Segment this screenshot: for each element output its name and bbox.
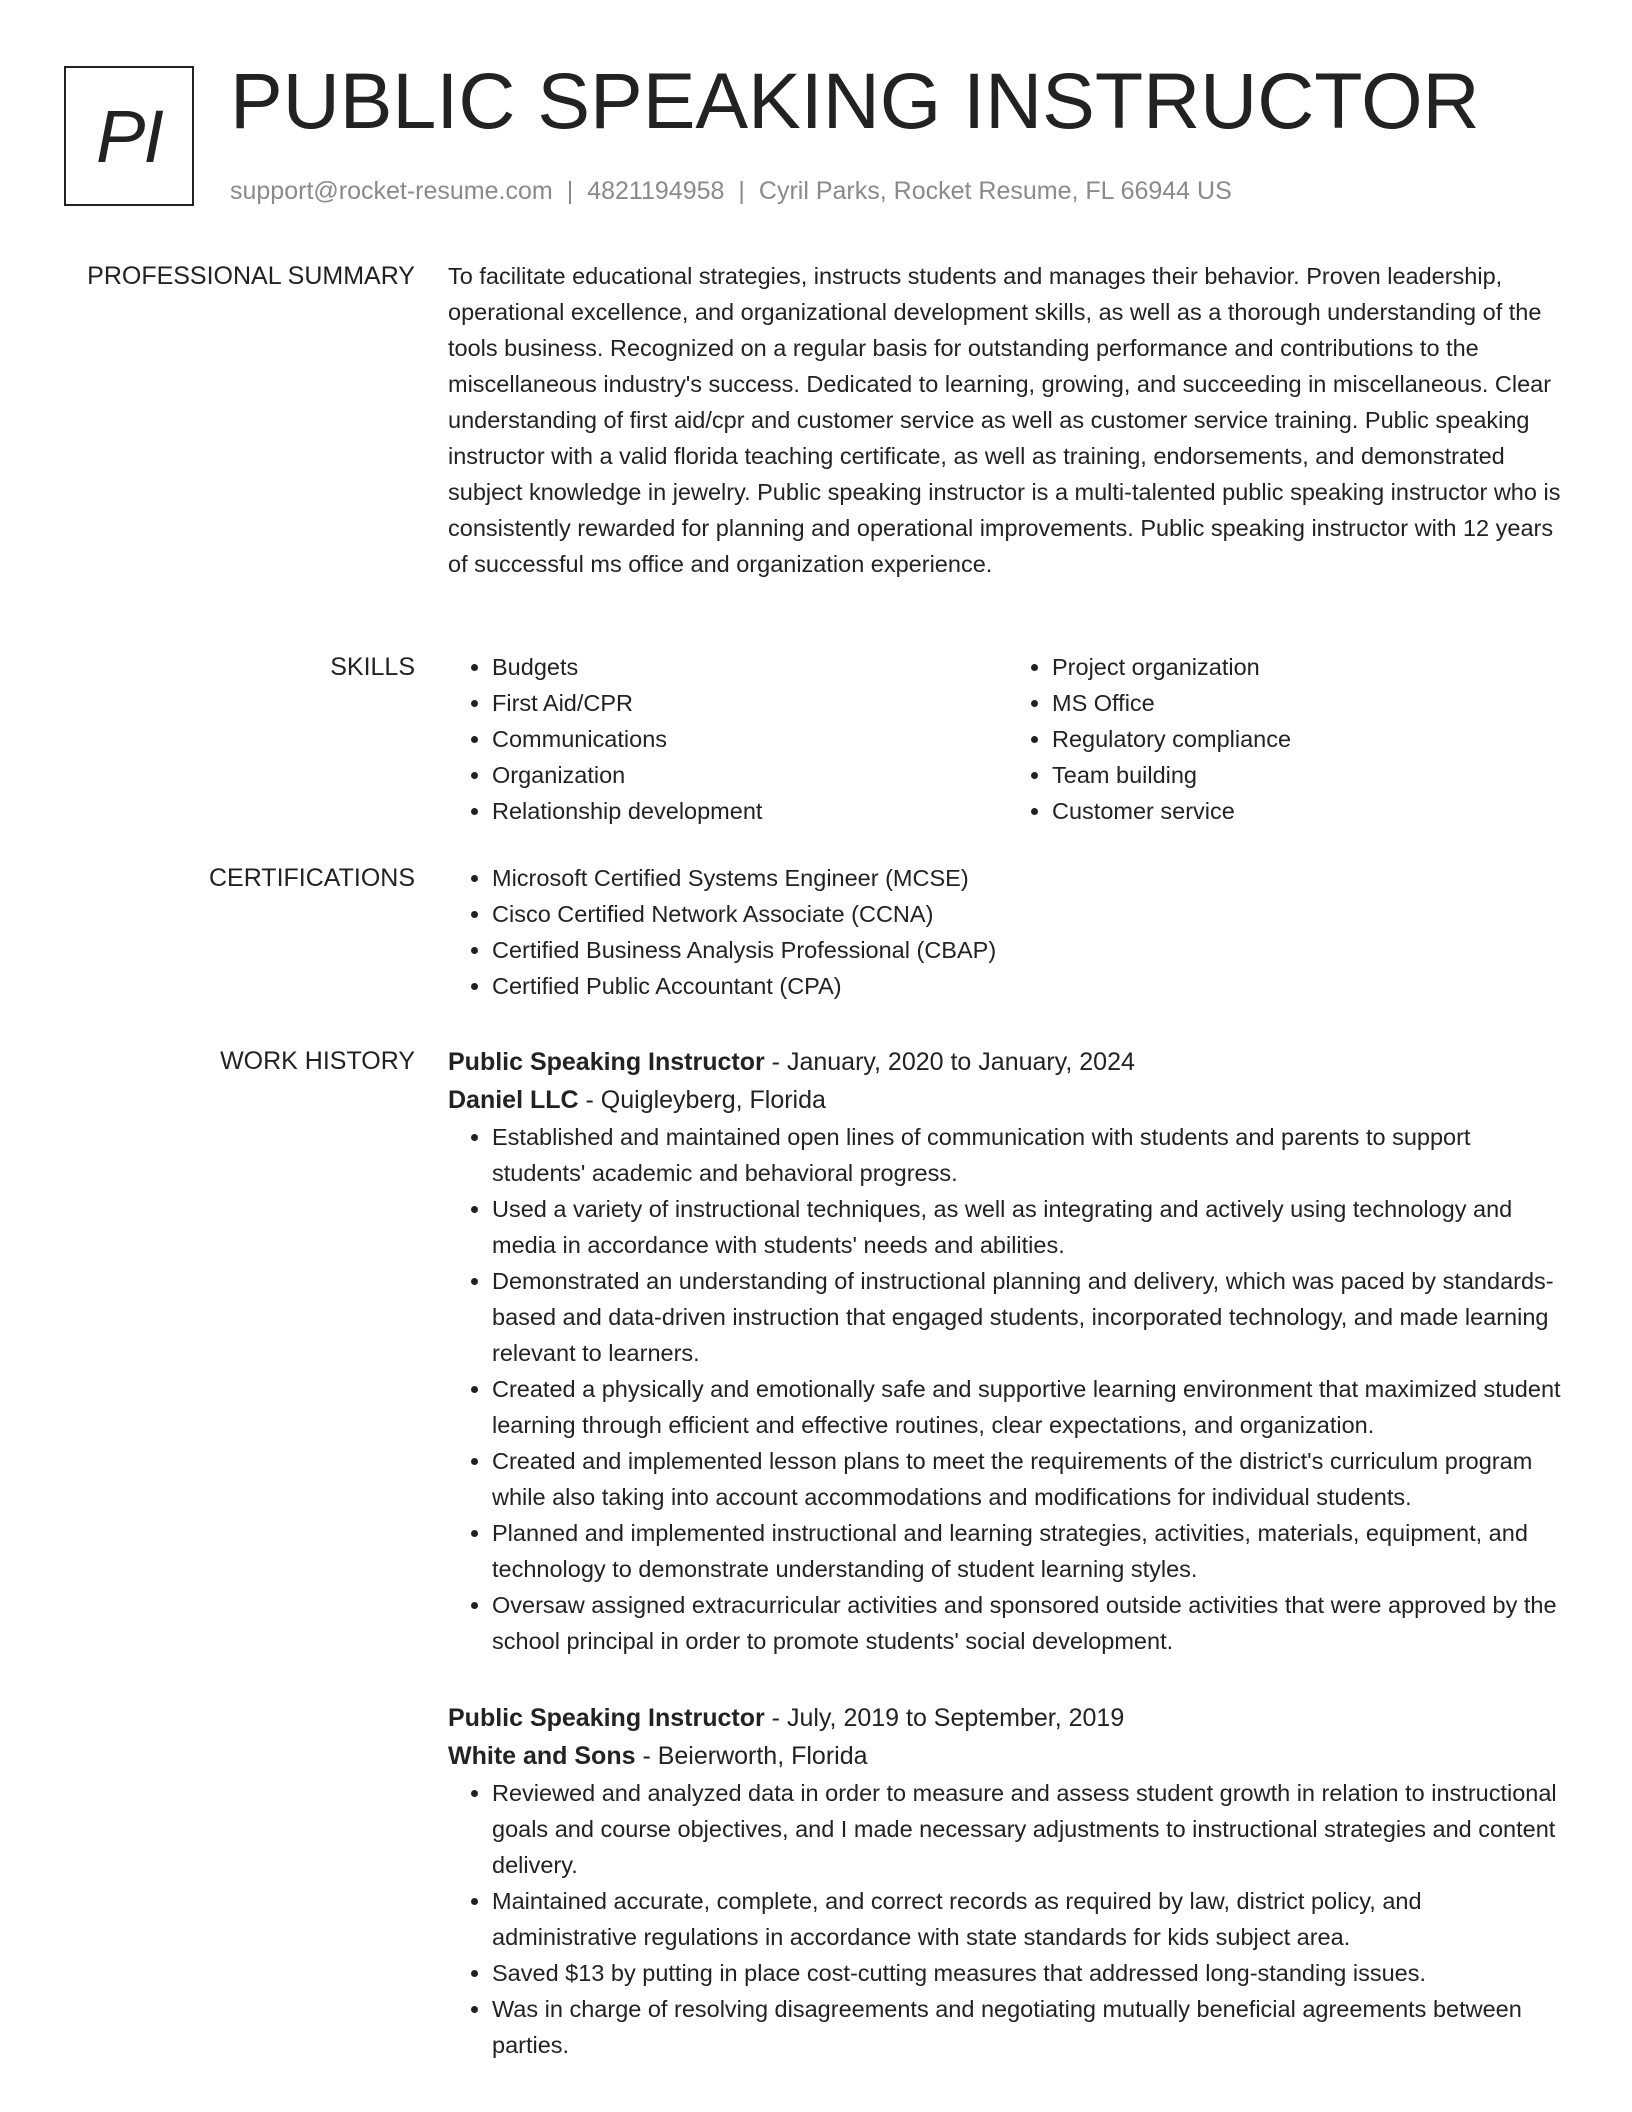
job-duty-item: • Used a variety of instructional techniques, as well as integrating and actively using technology and media in accordance with students' needs and abilities. — [492, 1191, 1568, 1263]
job-duty-item: • Saved $13 by putting in place cost-cutting measures that addressed long-standing issues. — [492, 1955, 1568, 1991]
summary-text: To facilitate educational strategies, instructs students and manages their behavior. Proven leadership, operational excellence, and organizational development skills, as well as a thorough understanding of the tools business. Recognized on a regular basis for outstanding performance and contributions to the miscellaneous industry's success. Dedicated to learning, growing, and succeeding in miscellaneous. Clear understanding of first aid/cpr and customer service as well as customer service training. Public speaking instructor with a valid florida teaching certificate, as well as training, endorsements, and demonstrated subject knowledge in jewelry. Public speaking instructor is a multi-talented public speaking instructor who is consistently rewarded for planning and operational improvements. Public speaking instructor with 12 years of successful ms office and organization experience. — [448, 263, 1561, 577]
skill-item: • MS Office — [1052, 685, 1568, 721]
job-duty-item: • Demonstrated an understanding of instructional planning and delivery, which was paced by standards-based and data-driven instruction that engaged students, incorporated technology, and made learning relevant to learners. — [492, 1263, 1568, 1371]
section-label-summary: PROFESSIONAL SUMMARY — [87, 262, 415, 290]
contact-address: Cyril Parks, Rocket Resume, FL 66944 US — [758, 177, 1232, 205]
section-label-skills: SKILLS — [330, 653, 415, 681]
job-duties-list — [448, 1775, 1568, 2063]
skills-column-1 — [448, 649, 1008, 829]
skills-body — [448, 649, 1568, 829]
job-location: - Quigleyberg, Florida — [578, 1086, 826, 1114]
job-duty-item: • Maintained accurate, complete, and correct records as required by law, district policy, and administrative regulations in accordance with state standards for kids subject area. — [492, 1883, 1568, 1955]
job-company: White and Sons — [448, 1742, 636, 1770]
skills-column-2 — [1008, 649, 1568, 829]
skill-item: • Relationship development — [492, 793, 1008, 829]
job-company-line — [448, 1081, 1568, 1119]
resume-title: PUBLIC SPEAKING INSTRUCTOR — [230, 56, 1480, 145]
skill-item: • Communications — [492, 721, 1008, 757]
job-title-line — [448, 1699, 1568, 1737]
job-duties-list — [448, 1119, 1568, 1659]
certification-item: • Certified Business Analysis Professional (CBAP) — [492, 932, 1568, 968]
skill-item: • Team building — [1052, 757, 1568, 793]
job-duty-item: • Created a physically and emotionally safe and supportive learning environment that maximized student learning through efficient and effective routines, clear expectations, and organization. — [492, 1371, 1568, 1443]
job-dates: - January, 2020 to January, 2024 — [764, 1048, 1135, 1076]
skill-item: • First Aid/CPR — [492, 685, 1008, 721]
skill-item: • Customer service — [1052, 793, 1568, 829]
monogram-initials: PI — [96, 94, 162, 178]
skill-item: • Project organization — [1052, 649, 1568, 685]
contact-separator: | — [566, 177, 574, 205]
job-dates: - July, 2019 to September, 2019 — [764, 1704, 1125, 1732]
certifications-body — [448, 860, 1568, 1004]
contact-email[interactable]: support@rocket-resume.com — [230, 177, 553, 205]
job-entry — [448, 1699, 1568, 2063]
job-duty-item: • Oversaw assigned extracurricular activities and sponsored outside activities that were approved by the school principal in order to promote students' social development. — [492, 1587, 1568, 1659]
certification-item: • Cisco Certified Network Associate (CCNA) — [492, 896, 1568, 932]
section-label-certifications: CERTIFICATIONS — [208, 864, 415, 892]
skill-item: • Budgets — [492, 649, 1008, 685]
section-label-work-history: WORK HISTORY — [220, 1047, 415, 1075]
skill-item: • Organization — [492, 757, 1008, 793]
certification-item: • Microsoft Certified Systems Engineer (MCSE) — [492, 860, 1568, 896]
contact-separator: | — [738, 177, 745, 205]
job-duty-item: • Established and maintained open lines of communication with students and parents to support students' academic and behavioral progress. — [492, 1119, 1568, 1191]
certifications-list — [448, 860, 1568, 1004]
summary-body — [448, 258, 1568, 582]
monogram-badge — [64, 66, 194, 206]
job-duty-item: • Reviewed and analyzed data in order to measure and assess student growth in relation to instructional goals and course objectives, and I made necessary adjustments to instructional strategies and content delivery. — [492, 1775, 1568, 1883]
job-title: Public Speaking Instructor — [448, 1704, 765, 1732]
job-entry — [448, 1043, 1568, 1659]
contact-line — [230, 174, 1232, 208]
contact-phone[interactable]: 4821194958 — [587, 177, 725, 205]
job-title-line — [448, 1043, 1568, 1081]
certification-item: • Certified Public Accountant (CPA) — [492, 968, 1568, 1004]
job-duty-item: • Planned and implemented instructional and learning strategies, activities, materials, equipment, and technology to demonstrate understanding of student learning styles. — [492, 1515, 1568, 1587]
skill-item: • Regulatory compliance — [1052, 721, 1568, 757]
work-history-body — [448, 1043, 1568, 2063]
job-company: Daniel LLC — [448, 1086, 579, 1114]
job-company-line — [448, 1737, 1568, 1775]
job-duty-item: • Created and implemented lesson plans to meet the requirements of the district's curriculum program while also taking into account accommodations and modifications for individual students. — [492, 1443, 1568, 1515]
job-location: - Beierworth, Florida — [635, 1742, 868, 1770]
job-duty-item: • Was in charge of resolving disagreements and negotiating mutually beneficial agreements between parties. — [492, 1991, 1568, 2063]
job-title: Public Speaking Instructor — [448, 1048, 765, 1076]
